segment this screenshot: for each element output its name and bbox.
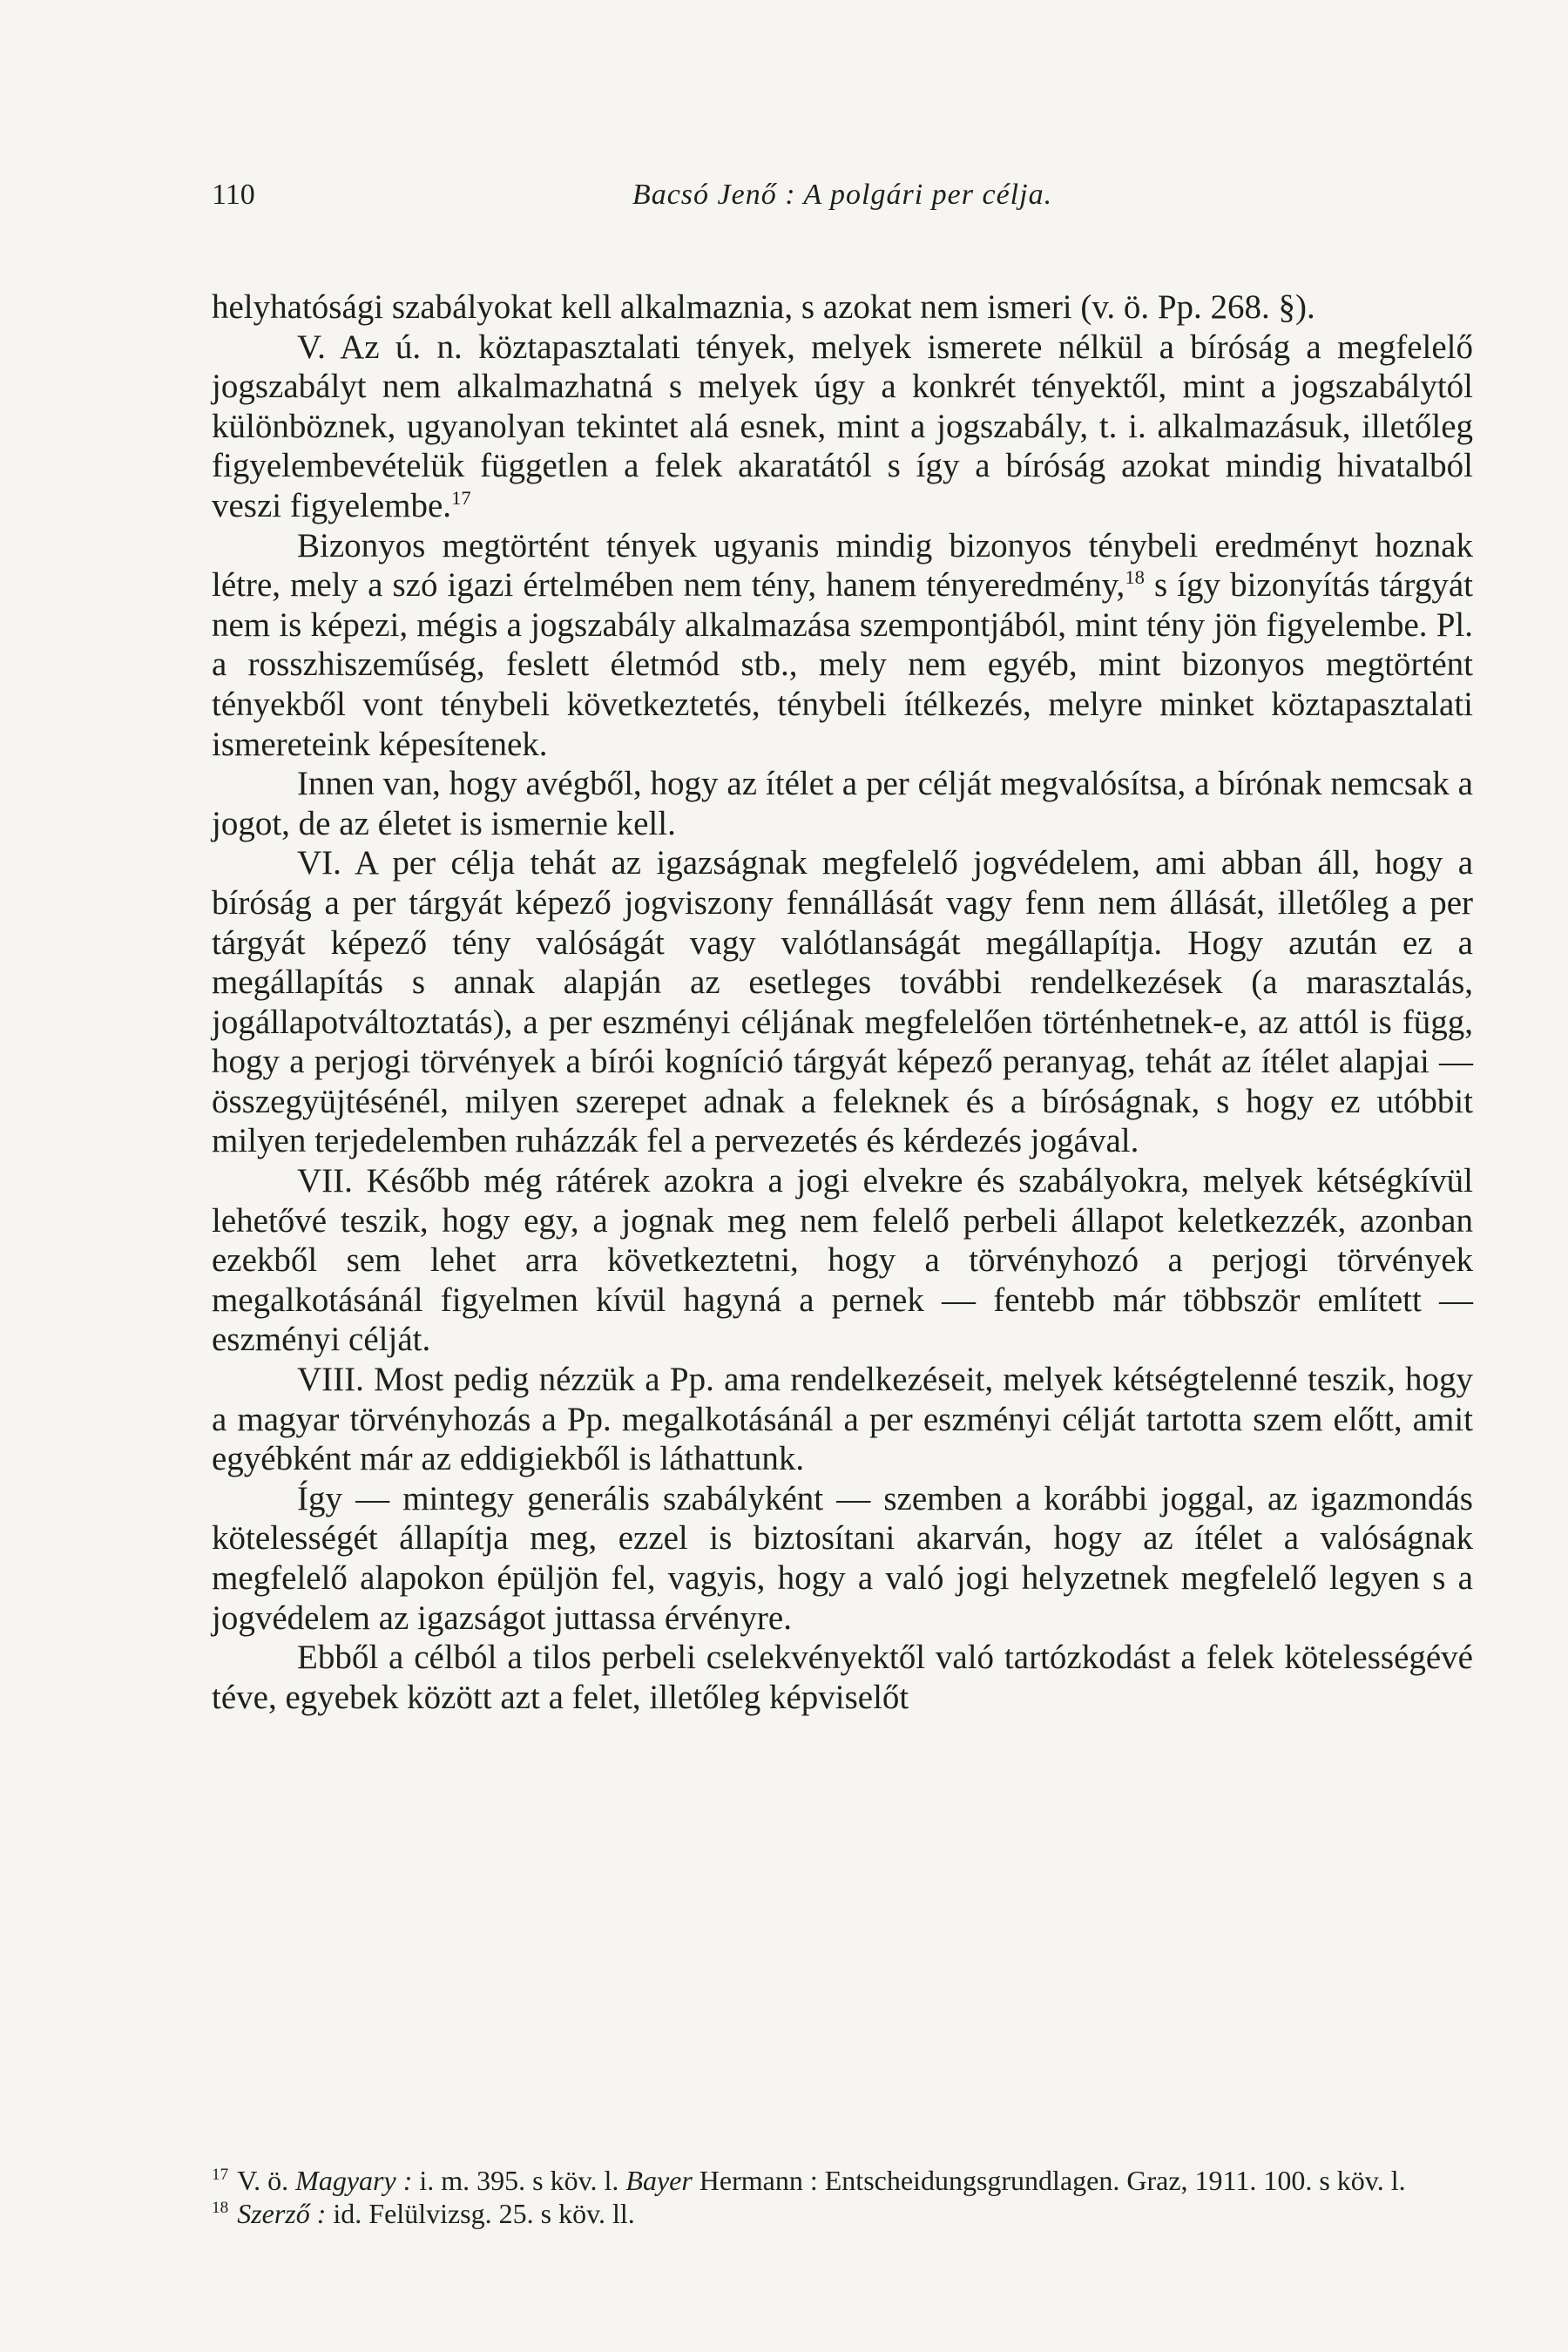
footnotes [212, 2164, 1473, 2230]
footnote: $^{18}$ Szerző : id. Felülvizsg. 25. s köv. ll. [212, 2198, 635, 2229]
paragraph: V. Az ú. n. köztapasztalati tények, melyek ismerete nélkül a bíróság a megfelelő jogszabályt nem alkalmazhatná s melyek úgy a konkrét tényektől, mint a jogszabálytól különböznek, ugyanolyan tekintet alá esnek, mint a jogszabály, t. i. alkalmazásuk, illetőleg figyelembevételük független a felek akaratától s így a bíróság azokat mindig hivatalból veszi figyelembe.$^{17}$ [212, 328, 1473, 524]
running-head: Bacsó Jenő : A polgári per célja. [632, 179, 1053, 211]
paragraph: Ebből a célból a tilos perbeli cselekvényektől való tartózkodást a felek kötelességévé téve, egyebek között azt a felet, illetőleg képviselőt [212, 1639, 1473, 1716]
page-number: 110 [212, 179, 255, 211]
paragraph: Innen van, hogy avégből, hogy az ítélet a per célját megvalósítsa, a bírónak nemcsak a jogot, de az életet is ismernie kell. [212, 765, 1473, 842]
paragraph: VI. A per célja tehát az igazságnak megfelelő jogvédelem, ami abban áll, hogy a bíróság a per tárgyát képező jogviszony fennállását vagy fenn nem állását, illetőleg a per tárgyát képező tény valóságát vagy valótlanságát megállapítja. Hogy azután ez a megállapítás s annak alapján az esetleges további rendelkezések (a marasztalás, jogállapotváltoztatás), a per eszményi céljának megfelelően történhetnek-e, az attól is függ, hogy a perjogi törvények a bírói kogníció tárgyát képező peranyag, tehát az ítélet alapjai — összegyüjtésénél, milyen szerepet adnak a feleknek és a bíróságnak, s hogy ez utóbbit milyen terjedelemben ruházzák fel a pervezetés és kérdezés jogával. [212, 844, 1473, 1160]
body-text [212, 287, 1473, 1717]
page-header [212, 174, 1473, 216]
paragraph: Így — mintegy generális szabályként — szemben a korábbi joggal, az igazmondás kötelességét állapítja meg, ezzel is biztosítani akarván, hogy az ítélet a valóságnak megfelelő alapokon épüljön fel, vagyis, hogy a való jogi helyzetnek megfelelő legyen s a jogvédelem az igazságot juttassa érvényre. [212, 1479, 1473, 1637]
footnote-ref: 17 [451, 486, 471, 509]
paragraph: VII. Később még rátérek azokra a jogi elvekre és szabályokra, melyek kétségkívül lehetővé teszik, hogy egy, a jognak meg nem felelő perbeli állapot keletkezzék, azonban ezekből sem lehet arra következtetni, hogy a törvényhozó a perjogi törvények megalkotásánál figyelmen kívül hagyná a pernek — fentebb már többször említett — eszményi célját. [212, 1162, 1473, 1359]
paragraph: Bizonyos megtörtént tények ugyanis mindig bizonyos ténybeli eredményt hoznak létre, mely a szó igazi értelmében nem tény, hanem tényeredmény,$^{18}$ s így bizonyítás tárgyát nem is képezi, mégis a jogszabály alkalmazása szempontjából, mint tény jön figyelembe. Pl. a rosszhiszeműség, feslett életmód stb., mely nem egyéb, mint bizonyos megtörtént tényekből vont ténybeli következtetés, ténybeli ítélkezés, melyre minket köztapasztalati ismereteink képesítenek. [212, 526, 1473, 763]
paragraph: VIII. Most pedig nézzük a Pp. ama rendelkezéseit, melyek kétségtelenné teszik, hogy a magyar törvényhozás a Pp. megalkotásánál a per eszményi célját tartotta szem előtt, amit egyébként már az eddigiekből is láthattunk. [212, 1361, 1473, 1478]
footnote: $^{17}$ V. ö. Magyary : i. m. 395. s köv. l. Bayer Hermann : Entscheidungsgrundlagen. Graz, 1911. 100. s köv. l. [212, 2165, 1406, 2196]
footnote-ref: 18 [1125, 566, 1145, 589]
paragraph: helyhatósági szabályokat kell alkalmaznia, s azokat nem ismeri (v. ö. Pp. 268. §). [212, 288, 1315, 326]
